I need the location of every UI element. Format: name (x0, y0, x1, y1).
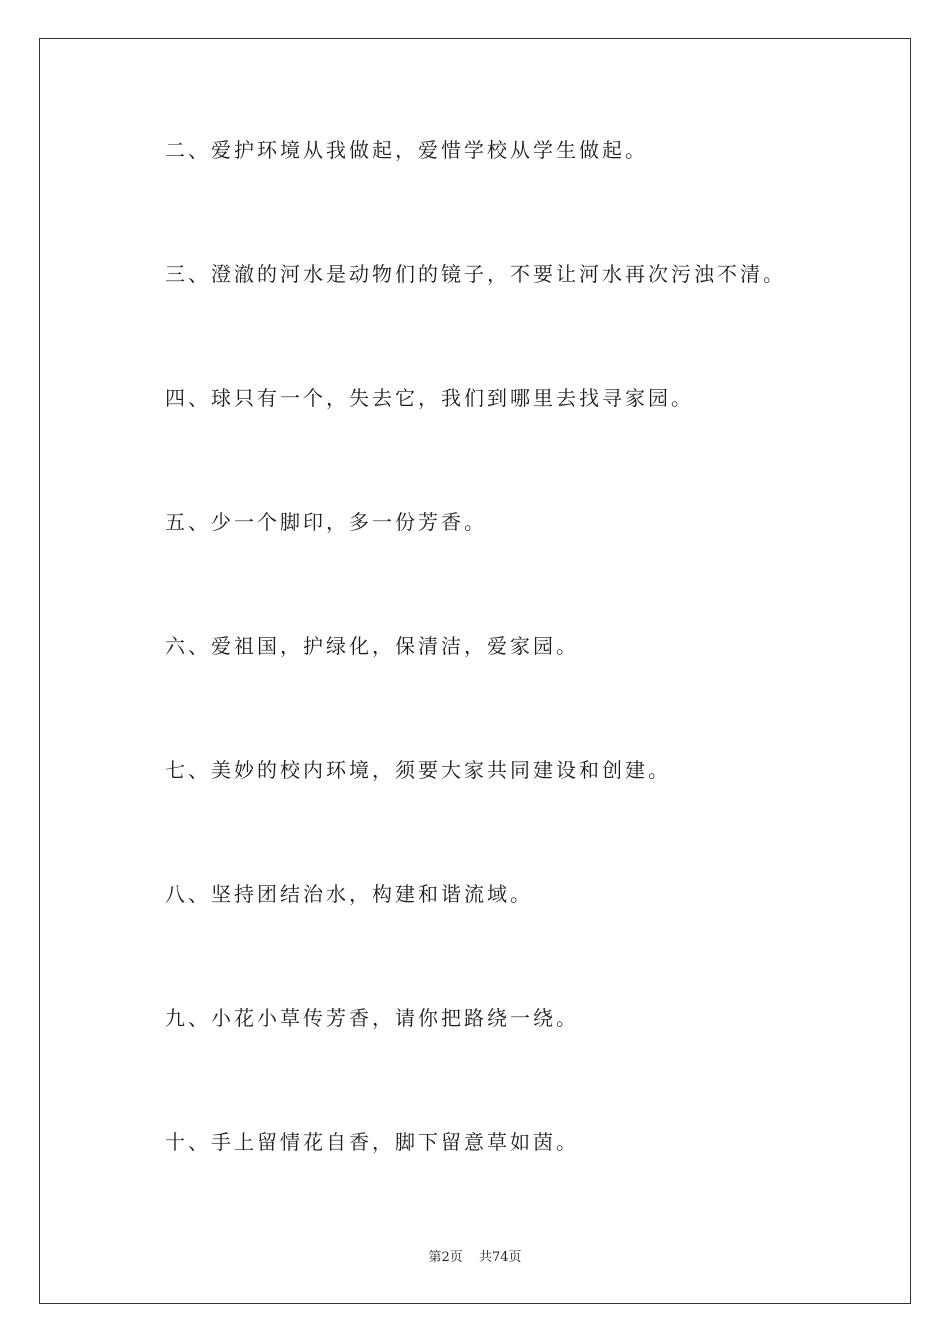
slogan-line: 六、爱祖国，护绿化，保清洁，爱家园。 (165, 634, 579, 658)
slogan-line: 九、小花小草传芳香，请你把路绕一绕。 (165, 1006, 579, 1030)
slogan-line: 七、美妙的校内环境，须要大家共同建设和创建。 (165, 758, 671, 782)
slogan-line: 十、手上留情花自香，脚下留意草如茵。 (165, 1130, 579, 1154)
page-number: 第2页 (428, 1250, 463, 1265)
slogan-line: 五、少一个脚印，多一份芳香。 (165, 510, 487, 534)
page-total: 共74页 (478, 1250, 522, 1265)
slogan-line: 四、球只有一个，失去它，我们到哪里去找寻家园。 (165, 386, 694, 410)
slogan-line: 八、坚持团结治水，构建和谐流域。 (165, 882, 533, 906)
slogan-line: 三、澄澈的河水是动物们的镜子，不要让河水再次污浊不清。 (165, 262, 786, 286)
page-frame (39, 38, 911, 1304)
slogan-line: 二、爱护环境从我做起，爱惜学校从学生做起。 (165, 138, 648, 162)
page-footer (0, 1246, 950, 1265)
